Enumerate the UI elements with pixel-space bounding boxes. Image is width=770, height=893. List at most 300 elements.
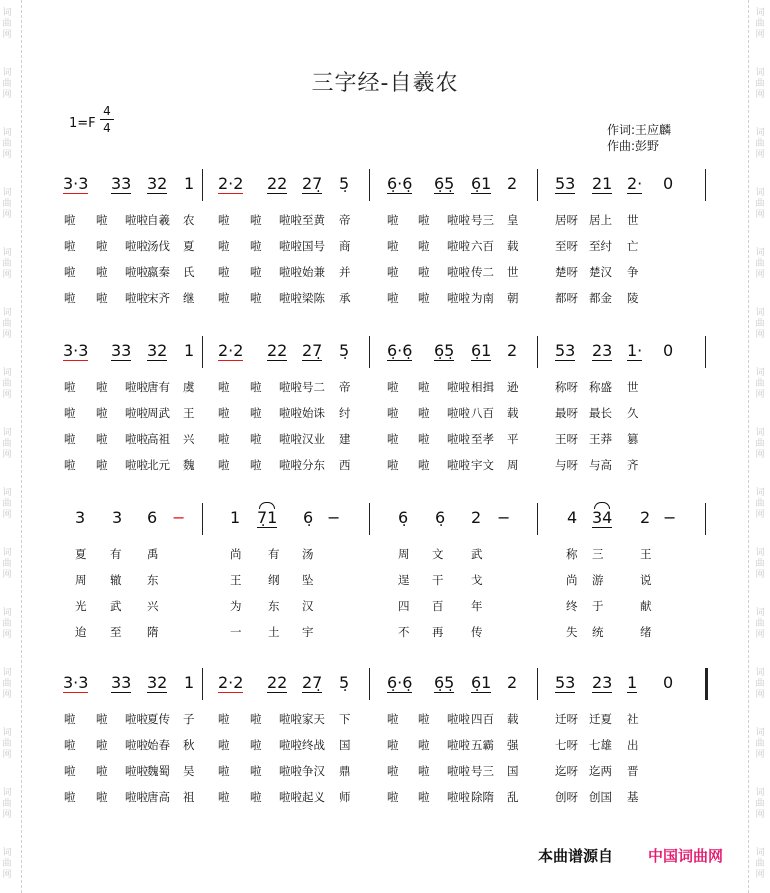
note-group: 1 <box>184 174 195 193</box>
lyric-word: 宇文 <box>471 458 494 472</box>
lyric-word: 始春 <box>147 738 170 752</box>
lyric-word: 周 <box>75 573 87 587</box>
note-group: 2·2 <box>218 673 243 693</box>
lyric-word: 啦 <box>250 432 262 446</box>
lyric-word: 社 <box>627 712 639 726</box>
lyric-word: 久 <box>627 406 639 420</box>
lyric-word: 东 <box>268 599 280 613</box>
note-group: 1 <box>184 673 195 692</box>
lyric-word: 啦啦 <box>125 291 148 305</box>
lyric-word: 逞 <box>398 573 410 587</box>
lyric-word: 绪 <box>640 625 652 639</box>
lyric-word: 干 <box>432 573 444 587</box>
lyric-word: 啦 <box>250 738 262 752</box>
note-group: 1 <box>230 508 241 527</box>
barline <box>202 336 203 368</box>
note-group: 0 <box>663 673 674 692</box>
lyric-word: 啦啦 <box>279 239 302 253</box>
note-group: − <box>172 508 186 527</box>
lyric-word: 兴 <box>147 599 159 613</box>
lyric-word: 啦 <box>96 380 108 394</box>
note-group: 3 <box>75 508 86 527</box>
note-group: 6̣ <box>303 508 314 527</box>
lyric-word: 尚 <box>230 547 242 561</box>
lyric-word: 迁呀 <box>555 712 578 726</box>
lyric-word: 至 <box>110 625 122 639</box>
watermark-text: 词 曲 网 <box>2 788 12 820</box>
lyric-word: 啦 <box>387 380 399 394</box>
lyric-word: 啦 <box>218 213 230 227</box>
lyric-word: 啦啦 <box>279 712 302 726</box>
watermark-text: 词 曲 网 <box>2 848 12 880</box>
lyric-word: 称 <box>566 547 578 561</box>
note-group: 27̣ <box>302 341 322 361</box>
note-group: 6̣5̣ <box>434 673 454 693</box>
barline <box>202 503 203 535</box>
lyric-word: 创国 <box>589 790 612 804</box>
note-group: − <box>663 508 677 527</box>
note-group: 2 <box>640 508 651 527</box>
right-margin-line <box>748 0 749 893</box>
note-group: 6̣·6̣ <box>387 341 412 361</box>
lyric-word: 楚汉 <box>589 265 612 279</box>
note-group: 53 <box>555 341 575 361</box>
note-group: 21 <box>592 174 612 194</box>
note-group: 5̣ <box>339 174 350 193</box>
note-group: 3·3 <box>63 673 88 693</box>
watermark-text: 词 曲 网 <box>2 68 12 100</box>
lyric-word: 周 <box>507 458 519 472</box>
lyric-word: 啦 <box>64 764 76 778</box>
lyric-word: 强 <box>507 738 519 752</box>
lyric-word: 亡 <box>627 239 639 253</box>
lyric-word: 啦啦 <box>279 458 302 472</box>
footer-source-label: 本曲谱源自 <box>538 847 614 865</box>
note-group: 23 <box>592 673 612 693</box>
note-group: 2 <box>471 508 482 527</box>
barline <box>369 336 370 368</box>
lyric-word: 啦 <box>218 265 230 279</box>
lyric-word: 称呀 <box>555 380 578 394</box>
lyric-word: 魏蜀 <box>147 764 170 778</box>
lyric-word: 起义 <box>302 790 325 804</box>
lyric-word: 传二 <box>471 265 494 279</box>
lyric-word: 纣 <box>339 406 351 420</box>
lyric-word: 啦 <box>218 239 230 253</box>
lyric-word: 迨 <box>75 625 87 639</box>
lyric-word: 汤伐 <box>147 239 170 253</box>
lyric-word: 唐有 <box>147 380 170 394</box>
lyric-word: 创呀 <box>555 790 578 804</box>
watermark-text: 词 曲 网 <box>2 248 12 280</box>
lyric-word: 朝 <box>507 291 519 305</box>
lyric-word: 始诛 <box>302 406 325 420</box>
lyric-word: 汤 <box>302 547 314 561</box>
lyric-word: 游 <box>592 573 604 587</box>
lyric-word: 八百 <box>471 406 494 420</box>
lyric-word: 啦 <box>387 764 399 778</box>
lyric-word: 迁夏 <box>589 712 612 726</box>
lyric-word: 啦 <box>64 213 76 227</box>
lyric-word: 啦 <box>387 712 399 726</box>
lyric-word: 啦 <box>64 291 76 305</box>
note-group: 22 <box>267 341 287 361</box>
lyric-word: 啦 <box>96 458 108 472</box>
note-group: 3·3 <box>63 341 88 361</box>
lyric-word: 啦 <box>418 458 430 472</box>
lyric-word: 家天 <box>302 712 325 726</box>
note-group: 22 <box>267 673 287 693</box>
lyric-word: 啦啦 <box>447 712 470 726</box>
lyric-word: 啦 <box>418 291 430 305</box>
lyric-word: 啦 <box>250 764 262 778</box>
note-group: 6̣1 <box>471 673 491 693</box>
lyric-word: 啦啦 <box>125 458 148 472</box>
lyric-word: 啦 <box>418 239 430 253</box>
lyric-word: 啦 <box>418 432 430 446</box>
lyric-word: 宇 <box>302 625 314 639</box>
lyric-word: 汉 <box>302 599 314 613</box>
lyric-word: 啦 <box>96 265 108 279</box>
final-barline <box>705 668 708 700</box>
lyric-word: 啦啦 <box>125 764 148 778</box>
lyric-word: 分东 <box>302 458 325 472</box>
lyric-word: 啦啦 <box>125 790 148 804</box>
lyric-word: 号三 <box>471 764 494 778</box>
barline <box>537 503 538 535</box>
lyric-word: 为南 <box>471 291 494 305</box>
barline <box>537 668 538 700</box>
lyric-word: 出 <box>627 738 639 752</box>
lyric-word: 有 <box>110 547 122 561</box>
note-group: 33 <box>111 174 131 194</box>
lyric-word: 啦 <box>218 432 230 446</box>
lyric-word: 帝 <box>339 213 351 227</box>
lyric-word: 尚 <box>566 573 578 587</box>
note-group: 2 <box>507 174 518 193</box>
lyric-word: 兴 <box>183 432 195 446</box>
lyric-word: 啦 <box>96 239 108 253</box>
lyric-word: 戈 <box>471 573 483 587</box>
watermark-text: 词 曲 网 <box>2 428 12 460</box>
lyric-word: 祖 <box>183 790 195 804</box>
lyric-word: 载 <box>507 712 519 726</box>
lyric-word: 文 <box>432 547 444 561</box>
barline <box>705 503 706 535</box>
watermark-text: 词 曲 网 <box>755 428 765 460</box>
lyric-word: 迄呀 <box>555 764 578 778</box>
lyric-word: 啦 <box>64 432 76 446</box>
lyric-word: 周武 <box>147 406 170 420</box>
watermark-text: 词 曲 网 <box>2 188 12 220</box>
lyric-word: 载 <box>507 239 519 253</box>
lyric-word: 啦 <box>250 380 262 394</box>
lyric-word: 辙 <box>110 573 122 587</box>
lyric-word: 国号 <box>302 239 325 253</box>
lyric-word: 自羲 <box>147 213 170 227</box>
lyric-word: 啦 <box>250 265 262 279</box>
note-group: 32 <box>147 341 167 361</box>
lyric-word: 啦 <box>96 432 108 446</box>
lyric-word: 啦啦 <box>279 406 302 420</box>
lyric-word: 啦啦 <box>447 265 470 279</box>
barline <box>369 503 370 535</box>
lyric-word: 啦啦 <box>125 380 148 394</box>
lyric-word: 啦 <box>96 291 108 305</box>
lyric-word: 都呀 <box>555 291 578 305</box>
watermark-text: 词 曲 网 <box>2 608 12 640</box>
lyric-word: 与高 <box>589 458 612 472</box>
watermark-text: 词 曲 网 <box>755 728 765 760</box>
lyric-word: 终 <box>566 599 578 613</box>
note-group: 3·3 <box>63 174 88 194</box>
note-group: 6̣·6̣ <box>387 174 412 194</box>
lyric-word: 啦啦 <box>447 432 470 446</box>
lyric-word: 四百 <box>471 712 494 726</box>
lyric-word: 啦啦 <box>447 291 470 305</box>
lyric-word: 始兼 <box>302 265 325 279</box>
lyric-word: 失 <box>566 625 578 639</box>
note-group: 1 <box>184 341 195 360</box>
lyric-word: 啦 <box>64 380 76 394</box>
lyric-word: 啦 <box>418 213 430 227</box>
lyric-word: 三 <box>592 547 604 561</box>
lyric-word: 世 <box>507 265 519 279</box>
note-group: 34 <box>592 508 612 528</box>
lyric-word: 光 <box>75 599 87 613</box>
lyric-word: 虞 <box>183 380 195 394</box>
lyric-word: 梁陈 <box>302 291 325 305</box>
lyric-word: 啦啦 <box>279 432 302 446</box>
lyric-word: 啦啦 <box>279 790 302 804</box>
lyric-word: 纲 <box>268 573 280 587</box>
lyric-word: 至呀 <box>555 239 578 253</box>
lyric-word: 王 <box>640 547 652 561</box>
lyric-word: 啦 <box>218 291 230 305</box>
watermark-text: 词 曲 网 <box>755 848 765 880</box>
lyric-word: 陵 <box>627 291 639 305</box>
note-group: 6̣ <box>398 508 409 527</box>
lyric-word: 承 <box>339 291 351 305</box>
lyric-word: 下 <box>339 712 351 726</box>
lyric-word: 号三 <box>471 213 494 227</box>
barline <box>202 169 203 201</box>
lyric-word: 号二 <box>302 380 325 394</box>
lyric-word: 北元 <box>147 458 170 472</box>
note-group: 0 <box>663 341 674 360</box>
lyric-word: 有 <box>268 547 280 561</box>
lyric-word: 相揖 <box>471 380 494 394</box>
lyric-word: 除隋 <box>471 790 494 804</box>
lyric-word: 最长 <box>589 406 612 420</box>
lyric-word: 农 <box>183 213 195 227</box>
lyric-word: 师 <box>339 790 351 804</box>
note-group: 5̣ <box>339 341 350 360</box>
lyric-word: 啦 <box>418 764 430 778</box>
lyric-word: 最呀 <box>555 406 578 420</box>
note-group: 6̣ <box>435 508 446 527</box>
lyric-word: 秋 <box>183 738 195 752</box>
lyric-word: 啦啦 <box>279 738 302 752</box>
watermark-text: 词 曲 网 <box>755 548 765 580</box>
lyric-word: 宋齐 <box>147 291 170 305</box>
lyric-word: 居呀 <box>555 213 578 227</box>
watermark-text: 词 曲 网 <box>2 308 12 340</box>
lyric-word: 至孝 <box>471 432 494 446</box>
note-group: 6̣1 <box>471 341 491 361</box>
time-signature-top: 4 <box>103 104 111 118</box>
lyric-word: 啦啦 <box>447 406 470 420</box>
barline <box>537 169 538 201</box>
lyric-word: 啦 <box>218 790 230 804</box>
watermark-text: 词 曲 网 <box>755 248 765 280</box>
lyric-word: 夏 <box>183 239 195 253</box>
lyric-word: 高祖 <box>147 432 170 446</box>
lyric-word: 啦 <box>250 406 262 420</box>
watermark-text: 词 曲 网 <box>755 488 765 520</box>
watermark-text: 词 曲 网 <box>755 788 765 820</box>
lyric-word: 啦 <box>387 213 399 227</box>
note-group: 2·2 <box>218 341 243 361</box>
watermark-text: 词 曲 网 <box>755 308 765 340</box>
watermark-text: 词 曲 网 <box>755 8 765 40</box>
lyric-word: 为 <box>230 599 242 613</box>
watermark-text: 词 曲 网 <box>755 608 765 640</box>
lyric-word: 王 <box>183 406 195 420</box>
lyric-word: 啦啦 <box>125 406 148 420</box>
note-group: 33 <box>111 673 131 693</box>
barline <box>705 336 706 368</box>
lyric-word: 啦 <box>64 738 76 752</box>
lyric-word: 啦 <box>64 239 76 253</box>
lyric-word: 啦啦 <box>125 712 148 726</box>
watermark-text: 词 曲 网 <box>2 548 12 580</box>
note-group: 22 <box>267 174 287 194</box>
note-group: 2· <box>627 174 642 194</box>
lyric-word: 平 <box>507 432 519 446</box>
lyric-word: 啦 <box>387 239 399 253</box>
lyricist-credit: 作词:王应麟 <box>607 123 672 137</box>
lyric-word: 啦 <box>96 712 108 726</box>
lyric-word: 啦 <box>96 790 108 804</box>
lyric-word: 帝 <box>339 380 351 394</box>
barline <box>705 169 706 201</box>
lyric-word: 武 <box>110 599 122 613</box>
lyric-word: 世 <box>627 213 639 227</box>
lyric-word: 啦啦 <box>125 265 148 279</box>
lyric-word: 与呀 <box>555 458 578 472</box>
note-group: 4 <box>567 508 578 527</box>
note-group: 33 <box>111 341 131 361</box>
lyric-word: 啦 <box>218 764 230 778</box>
lyric-word: 一 <box>230 625 242 639</box>
lyric-word: 啦 <box>418 790 430 804</box>
lyric-word: 传 <box>471 625 483 639</box>
lyric-word: 至黄 <box>302 213 325 227</box>
note-group: 32 <box>147 673 167 693</box>
note-group: 6̣·6̣ <box>387 673 412 693</box>
lyric-word: 啦啦 <box>447 458 470 472</box>
lyric-word: 啦 <box>387 458 399 472</box>
key-signature: 1=F <box>69 116 96 131</box>
lyric-word: 夏传 <box>147 712 170 726</box>
lyric-word: 七雄 <box>589 738 612 752</box>
lyric-word: 啦 <box>418 265 430 279</box>
time-signature <box>100 104 114 135</box>
lyric-word: 汉业 <box>302 432 325 446</box>
watermark-text: 词 曲 网 <box>755 368 765 400</box>
lyric-word: 啦 <box>64 712 76 726</box>
lyric-word: 至纣 <box>589 239 612 253</box>
lyric-word: 吴 <box>183 764 195 778</box>
note-group: 0 <box>663 174 674 193</box>
lyric-word: 啦 <box>250 239 262 253</box>
lyric-word: 坠 <box>302 573 314 587</box>
left-margin-line <box>21 0 22 893</box>
lyric-word: 啦啦 <box>279 213 302 227</box>
lyric-word: 继 <box>183 291 195 305</box>
lyric-word: 篡 <box>627 432 639 446</box>
lyric-word: 献 <box>640 599 652 613</box>
lyric-word: 于 <box>592 599 604 613</box>
barline <box>202 668 203 700</box>
lyric-word: 隋 <box>147 625 159 639</box>
lyric-word: 啦 <box>64 406 76 420</box>
lyric-word: 啦 <box>96 213 108 227</box>
barline <box>369 169 370 201</box>
watermark-text: 词 曲 网 <box>2 668 12 700</box>
watermark-text: 词 曲 网 <box>755 128 765 160</box>
lyric-word: 啦 <box>218 458 230 472</box>
barline <box>369 668 370 700</box>
lyric-word: 唐高 <box>147 790 170 804</box>
lyric-word: 东 <box>147 573 159 587</box>
note-group: 27̣ <box>302 673 322 693</box>
score-title: 三字经-自羲农 <box>311 71 459 96</box>
lyric-word: 啦 <box>418 380 430 394</box>
watermark-text: 词 曲 网 <box>2 368 12 400</box>
lyric-word: 啦啦 <box>447 380 470 394</box>
lyric-word: 周 <box>398 547 410 561</box>
lyric-word: 世 <box>627 380 639 394</box>
lyric-word: 百 <box>432 599 444 613</box>
lyric-word: 国 <box>339 738 351 752</box>
lyric-word: 氏 <box>183 265 195 279</box>
note-group: 2·2 <box>218 174 243 194</box>
lyric-word: 啦 <box>96 764 108 778</box>
note-group: 2 <box>507 673 518 692</box>
lyric-word: 啦 <box>250 213 262 227</box>
lyric-word: 载 <box>507 406 519 420</box>
watermark-text: 词 曲 网 <box>755 188 765 220</box>
lyric-word: 啦啦 <box>125 239 148 253</box>
note-group: 23 <box>592 341 612 361</box>
note-group: 3 <box>112 508 123 527</box>
lyric-word: 楚呀 <box>555 265 578 279</box>
lyric-word: 建 <box>339 432 351 446</box>
note-group: 27̣ <box>302 174 322 194</box>
lyric-word: 武 <box>471 547 483 561</box>
lyric-word: 王呀 <box>555 432 578 446</box>
lyric-word: 嬴秦 <box>147 265 170 279</box>
lyric-word: 啦啦 <box>125 432 148 446</box>
footer-brand-link[interactable]: 中国词曲网 <box>648 847 724 865</box>
lyric-word: 啦 <box>387 790 399 804</box>
note-group: 7̣1 <box>257 508 277 528</box>
lyric-word: 啦 <box>218 380 230 394</box>
lyric-word: 啦 <box>218 406 230 420</box>
lyric-word: 啦啦 <box>447 764 470 778</box>
